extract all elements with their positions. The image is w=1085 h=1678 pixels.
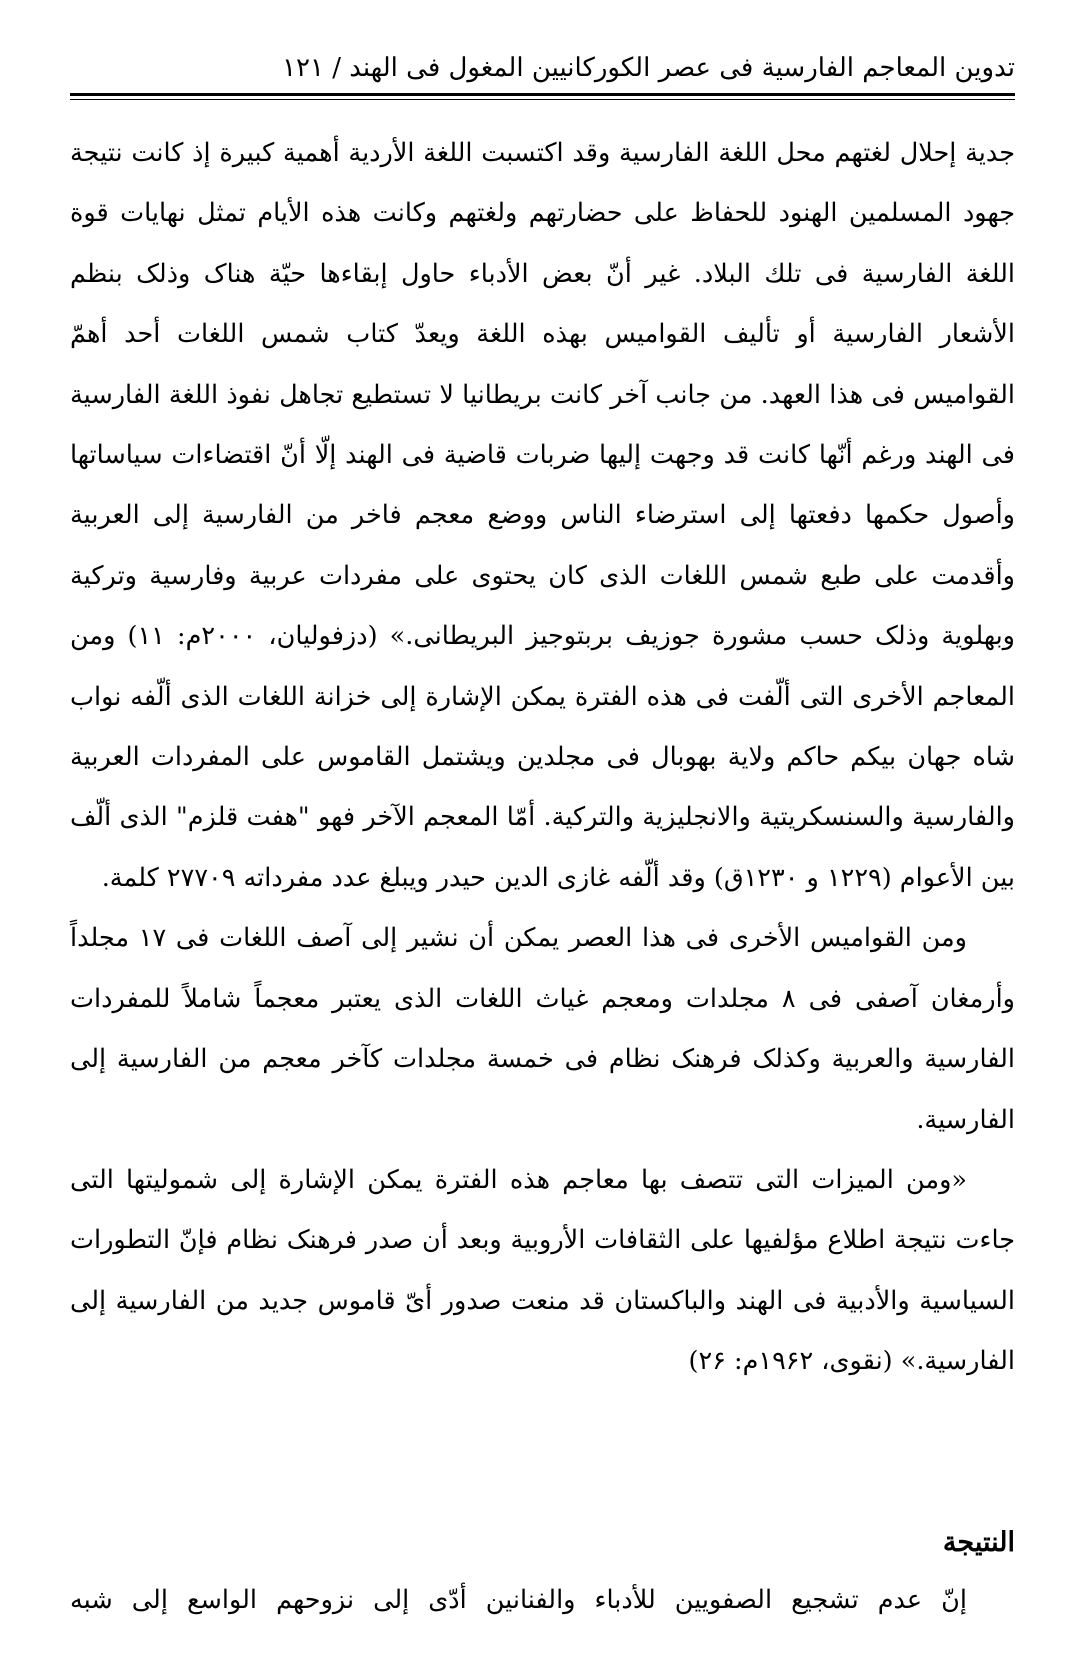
header-rule-thin xyxy=(70,99,1015,100)
paragraph-other-dictionaries: ومن القواميس الأخرى فى هذا العصر يمكن أن نشير إلى آصف اللغات فى ۱۷ مجلداً وأرمغان آصفى فى ۸ مجلدات ومعجم غياث اللغات الذى يعتبر معجماً شاملاً للمفردات الفارسية والعربية وكذلک فرهنک نظام فى خمسة مجلدات كآخر معجم من الفارسية إلى الفارسية. xyxy=(70,923,1015,1135)
section-heading-conclusion: النتيجة xyxy=(942,1527,1015,1558)
running-header: تدوين المعاجم الفارسية فى عصر الكوركانيين المغول فى الهند / ۱۲۱ xyxy=(282,53,1015,83)
conclusion-first-line: إنّ عدم تشجيع الصفويين للأدباء والفنانين أدّى إلى نزوحهم الواسع إلى شبه xyxy=(70,1585,967,1615)
paragraph-quotation: «ومن الميزات التى تتصف بها معاجم هذه الفترة يمكن الإشارة إلى شموليتها التى جاءت نتيجة اطلاع مؤلفيها على الثقافات الأروبية وبعد أن صدر فرهنک نظام فإنّ التطورات السياسية والأدبية فى الهند والباكستان قد منعت صدور أىّ قاموس جديد من الفارسية إلى الفارسية.» (نقوى، ۱۹۶۲م: ۲۶) xyxy=(70,1164,1015,1377)
body-text xyxy=(70,123,1015,1392)
paragraph-continued: جدية إحلال لغتهم محل اللغة الفارسية وقد اكتسبت اللغة الأردية أهمية كبيرة إذ كانت نتيجة جهود المسلمين الهنود للحفاظ على حضارتهم ولغتهم وكانت هذه الأيام تمثل نهايات قوة اللغة الفارسية فى تلك البلاد. غير أنّ بعض الأدباء حاول إبقاءها حيّة هناک وذلک بنظم الأشعار الفارسية أو تأليف القواميس بهذه اللغة ويعدّ كتاب شمس اللغات أحد أهمّ القواميس فى هذا العهد. من جانب آخر كانت بريطانيا لا تستطيع تجاهل نفوذ اللغة الفارسية فى الهند ورغم أنّها كانت قد وجهت إليها ضربات قاضية فى الهند إلّا أنّ اقتضاءات سياساتها وأصول حكمها دفعتها إلى استرضاء الناس ووضع معجم فاخر من الفارسية إلى العربية وأقدمت على طبع شمس اللغات الذى كان يحتوى على مفردات عربية وفارسية وتركية وبهلوية وذلک حسب مشورة جوزيف بربتوجيز البريطانى.» (دزفوليان، ۲۰۰۰م: ۱۱) ومن المعاجم الأخرى التى ألّفت فى هذه الفترة يمكن الإشارة إلى خزانة اللغات الذى ألّفه نواب شاه جهان بيكم حاكم ولاية بهوبال فى مجلدين ويشتمل القاموس على المفردات العربية والفارسية والسنسكريتية والانجليزية والتركية. أمّا المعجم الآخر فهو "هفت قلزم" الذى ألّف بين الأعوام (۱۲۲۹ و ۱۲۳۰ق) وقد ألّفه غازى الدين حيدر ويبلغ عدد مفرداته ۲۷۷۰۹ كلمة. xyxy=(70,138,1015,893)
header-rule-thick xyxy=(70,93,1015,96)
